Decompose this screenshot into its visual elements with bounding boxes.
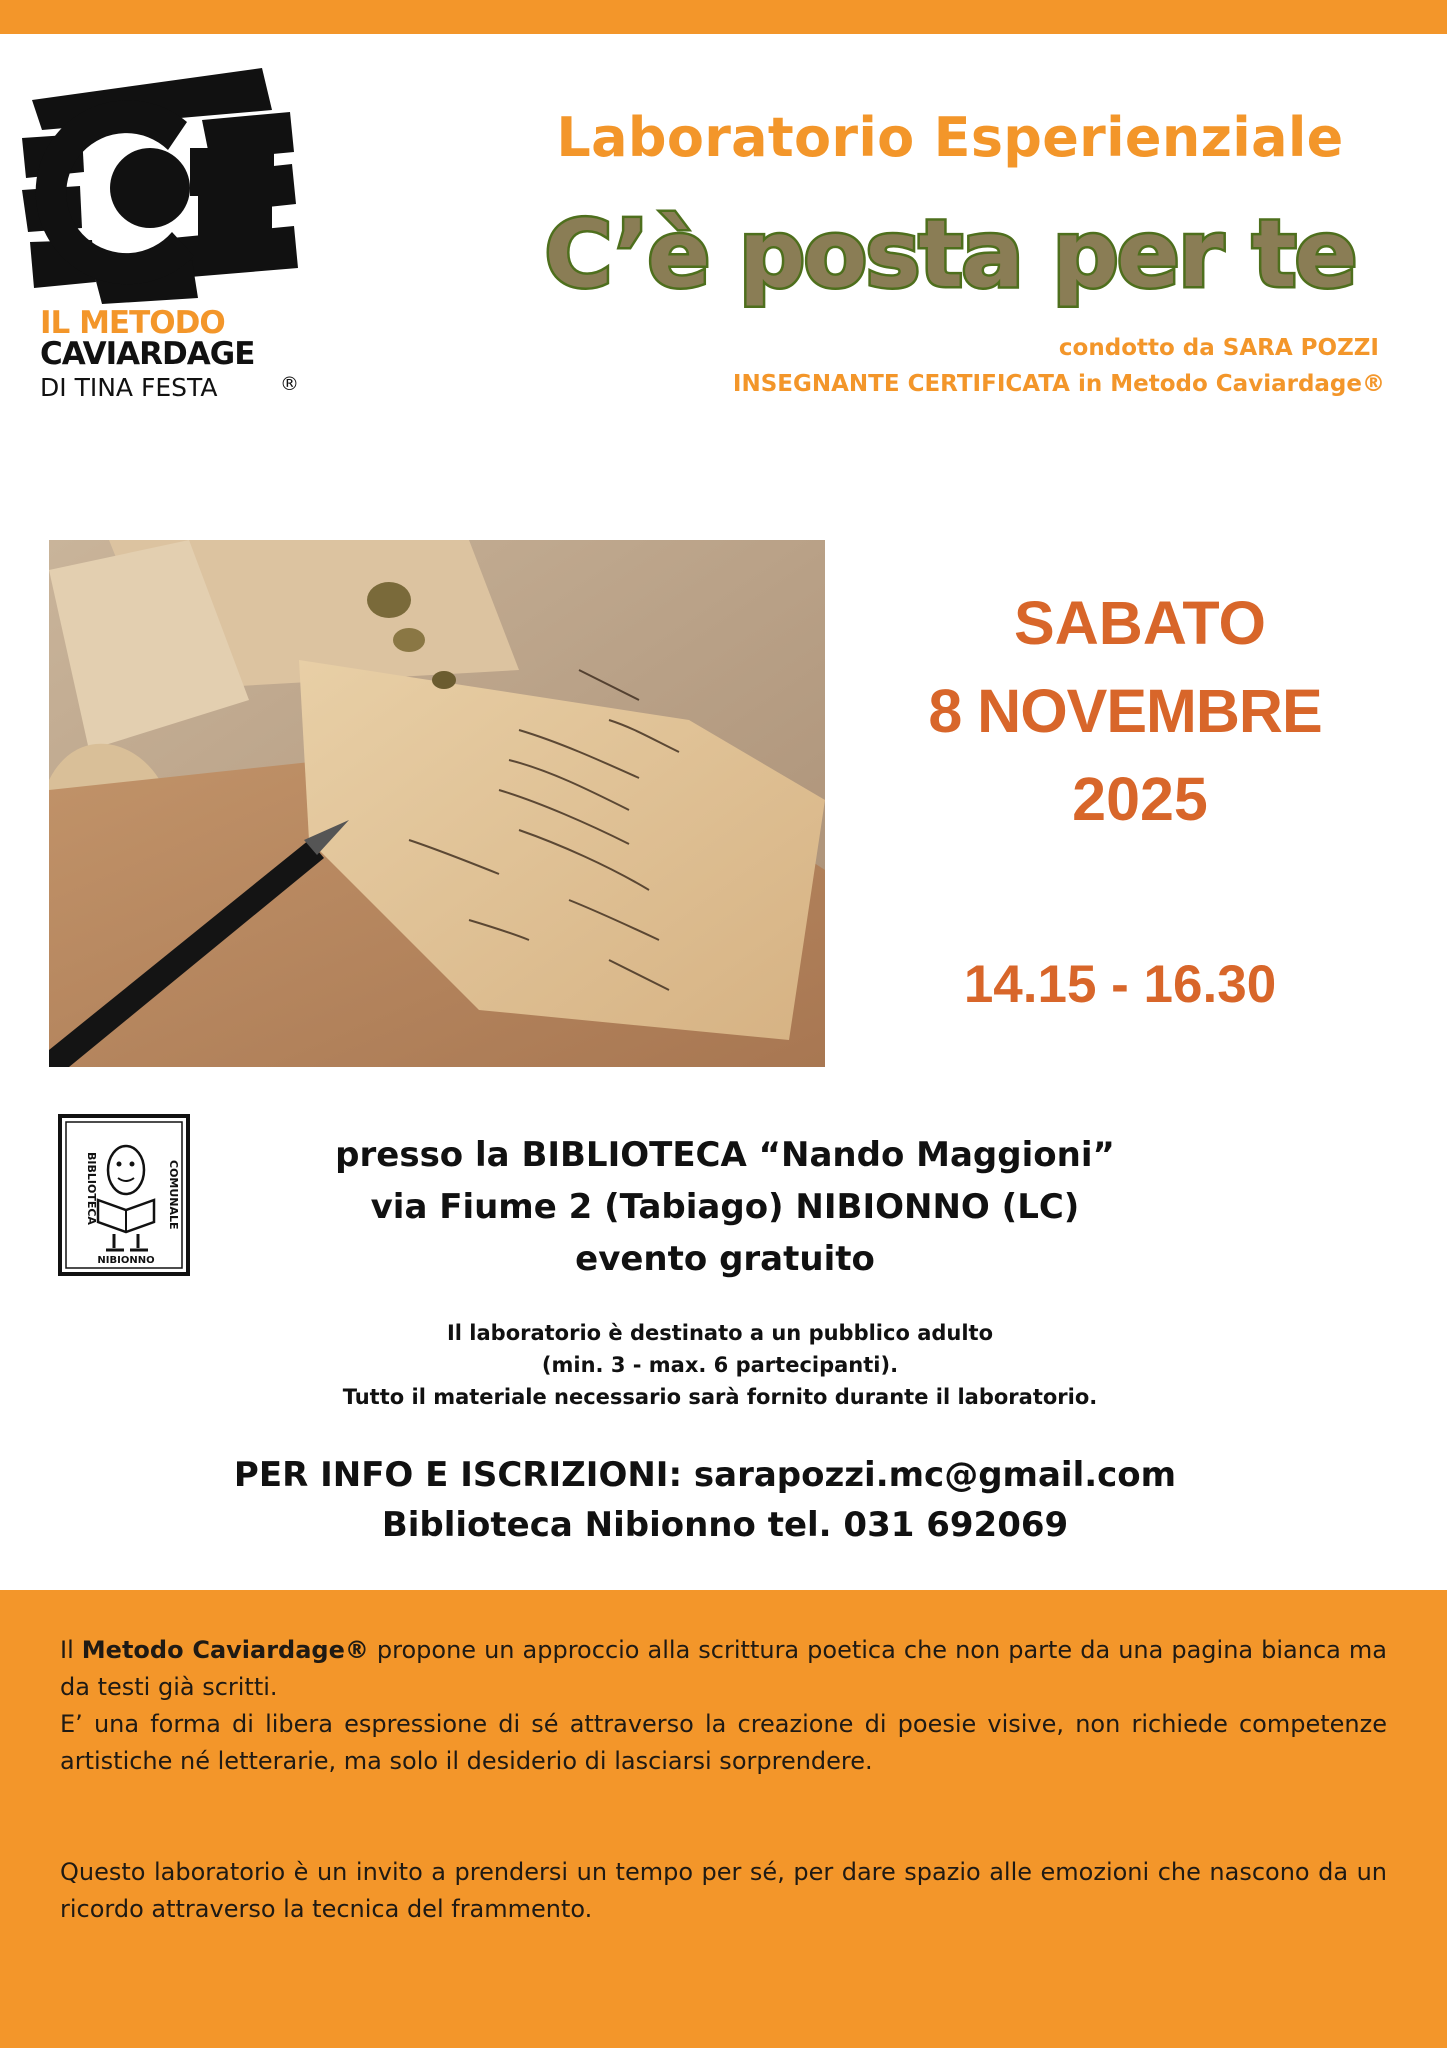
paragraph-prefix: Il xyxy=(60,1636,82,1664)
event-title: C’è posta per te xyxy=(544,200,1356,308)
logo-line-1: IL METODO xyxy=(40,305,225,341)
top-accent-bar xyxy=(0,0,1447,34)
audience-note: Il laboratorio è destinato a un pubblico adulto xyxy=(446,1321,994,1345)
registered-mark: ® xyxy=(280,373,299,395)
stamp-bottom-text: NIBIONNO xyxy=(97,1255,155,1266)
caviardage-logo xyxy=(22,60,312,405)
description-paragraph-1 xyxy=(60,1632,1387,1706)
contact-email-line: PER INFO E ISCRIZIONI: sarapozzi.mc@gmail.com xyxy=(233,1455,1177,1495)
venue-free-event: evento gratuito xyxy=(575,1239,875,1279)
venue-address: via Fiume 2 (Tabiago) NIBIONNO (LC) xyxy=(370,1187,1080,1227)
event-day: SABATO xyxy=(1014,589,1266,657)
contact-phone-line: Biblioteca Nibionno tel. 031 692069 xyxy=(381,1505,1069,1545)
event-kicker: Laboratorio Esperienziale xyxy=(556,106,1344,169)
event-year: 2025 xyxy=(1072,765,1208,833)
event-time: 14.15 - 16.30 xyxy=(963,955,1277,1014)
description-panel xyxy=(0,1590,1447,2048)
venue-library: presso la BIBLIOTECA “Nando Maggioni” xyxy=(335,1135,1115,1175)
materials-note: Tutto il materiale necessario sarà fornito durante il laboratorio. xyxy=(342,1385,1098,1409)
paragraph-rest: propone un approccio alla scrittura poetica che non parte da una pagina bianca ma da testi già scritti. xyxy=(60,1636,1387,1701)
description-paragraph-3: Questo laboratorio è un invito a prendersi un tempo per sé, per dare spazio alle emozioni che nascono da un ricordo attraverso la tecnica del frammento. xyxy=(60,1858,1387,1923)
stamp-left-text: BIBLIOTECA xyxy=(85,1152,98,1225)
instructor-credit: condotto da SARA POZZI xyxy=(1058,335,1379,361)
letter-photo xyxy=(49,540,825,1067)
library-stamp xyxy=(56,1112,196,1280)
event-date: 8 NOVEMBRE xyxy=(928,677,1322,745)
description-paragraph-2: E’ una forma di libera espressione di sé attraverso la creazione di poesie visive, non richiede competenze artistiche né letterarie, ma solo il desiderio di lasciarsi sorprendere. xyxy=(60,1710,1387,1775)
instructor-certification: INSEGNANTE CERTIFICATA in Metodo Caviardage® xyxy=(732,371,1385,397)
logo-line-2: CAVIARDAGE xyxy=(40,336,255,372)
logo-line-3: DI TINA FESTA xyxy=(40,373,218,402)
participants-note: (min. 3 - max. 6 partecipanti). xyxy=(541,1353,899,1377)
stamp-right-text: COMUNALE xyxy=(167,1160,180,1230)
caviardage-c-mark xyxy=(22,60,312,310)
method-name: Metodo Caviardage® xyxy=(81,1636,369,1664)
